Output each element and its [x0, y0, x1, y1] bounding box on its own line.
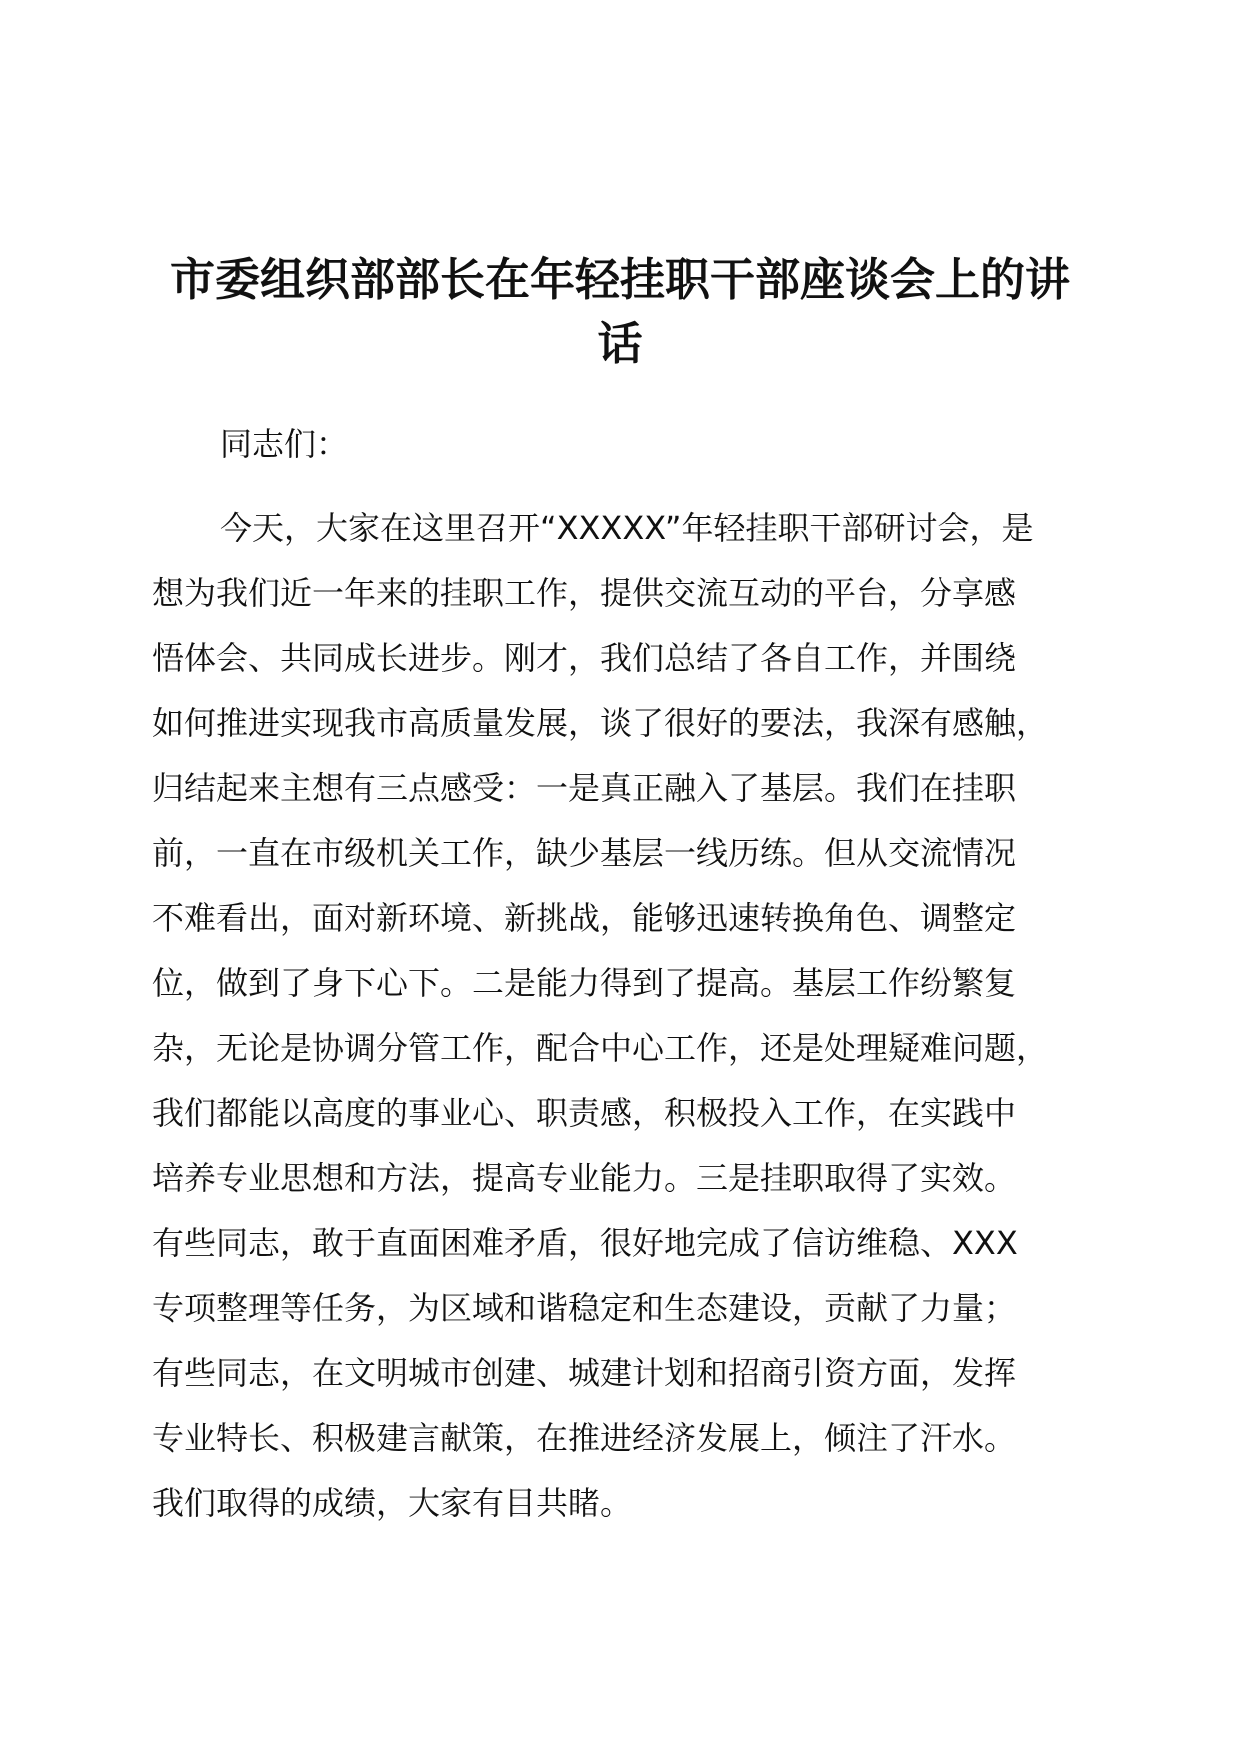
paragraph-line: 专业特长、积极建言献策，在推进经济发展上，倾注了汗水。: [152, 1419, 1017, 1457]
title-line-2: 话: [597, 317, 643, 370]
paragraph-line: 不难看出，面对新环境、新挑战，能够迅速转换角色、调整定: [152, 899, 1017, 937]
paragraph-line: 有些同志，在文明城市创建、城建计划和招商引资方面，发挥: [152, 1354, 1017, 1392]
salutation: 同志们：: [220, 425, 349, 463]
paragraph-line: 有些同志，敢于直面困难矛盾，很好地完成了信访维稳、XXX: [152, 1224, 1018, 1262]
paragraph-line: 位，做到了身下心下。二是能力得到了提高。基层工作纷繁复: [152, 964, 1017, 1002]
paragraph-line: 悟体会、共同成长进步。刚才，我们总结了各自工作，并围绕: [152, 639, 1017, 677]
document-title: [150, 248, 1090, 376]
paragraph-line: 归结起来主想有三点感受：一是真正融入了基层。我们在挂职: [152, 769, 1017, 807]
paragraph-line: 今天，大家在这里召开“XXXXX”年轻挂职干部研讨会，是: [220, 509, 1034, 547]
paragraph-line: 如何推进实现我市高质量发展，谈了很好的要法，我深有感触，: [152, 704, 1049, 742]
title-line-1: 市委组织部部长在年轻挂职干部座谈会上的讲: [169, 253, 1070, 306]
paragraph-line: 杂，无论是协调分管工作，配合中心工作，还是处理疑难问题，: [152, 1029, 1049, 1067]
paragraph-line: 专项整理等任务，为区域和谐稳定和生态建设，贡献了力量；: [152, 1289, 1017, 1327]
document-body: [152, 412, 1112, 1536]
paragraph-line: 前，一直在市级机关工作，缺少基层一线历练。但从交流情况: [152, 834, 1017, 872]
paragraph-line: 我们都能以高度的事业心、职责感，积极投入工作，在实践中: [152, 1094, 1017, 1132]
paragraph-line: 想为我们近一年来的挂职工作，提供交流互动的平台，分享感: [152, 574, 1017, 612]
paragraph-line: 培养专业思想和方法，提高专业能力。三是挂职取得了实效。: [152, 1159, 1017, 1197]
paragraph-line: 我们取得的成绩，大家有目共睹。: [152, 1484, 633, 1522]
